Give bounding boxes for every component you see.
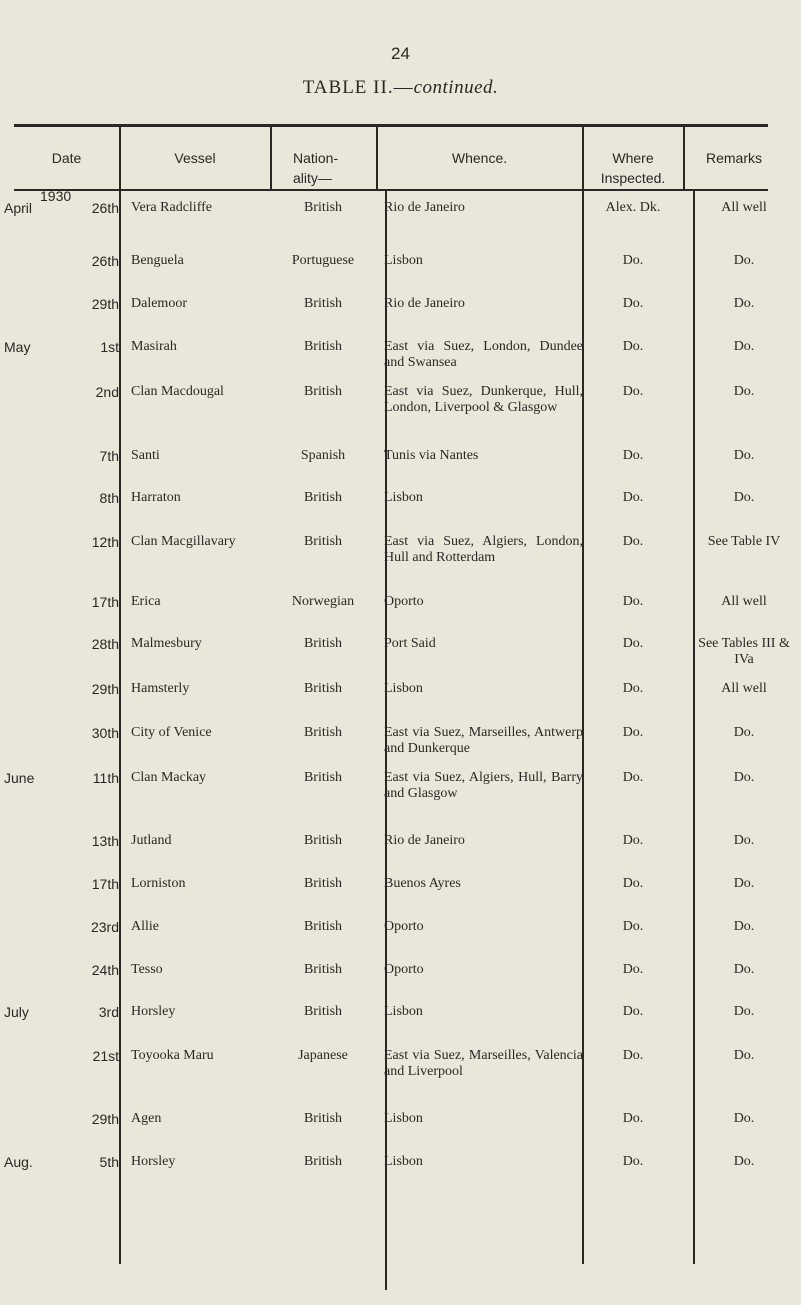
cell-nationality: Spanish <box>300 448 346 463</box>
cell-where: Do. <box>622 681 644 696</box>
cell-nationality: British <box>303 919 343 934</box>
cell-month: May <box>4 339 31 355</box>
cell-vessel: Harraton <box>131 490 181 505</box>
cell-remarks: See Tables III & IVa <box>698 636 790 667</box>
page-number: 24 <box>391 44 410 63</box>
cell-where: Do. <box>622 876 644 891</box>
cell-remarks: Do. <box>733 448 755 463</box>
cell-whence: Rio de Janeiro <box>384 296 465 311</box>
cell-day: 29th <box>91 681 119 697</box>
cell-nationality: British <box>303 636 343 651</box>
cell-month: April <box>4 200 33 216</box>
cell-whence: Lisbon <box>384 1154 423 1169</box>
cell-vessel: Dalemoor <box>131 296 187 311</box>
cell-vessel: Hamsterly <box>131 681 190 696</box>
header-vessel: Vessel <box>174 150 216 166</box>
cell-where: Alex. Dk. <box>605 200 661 215</box>
cell-whence: East via Suez, London, Dundee and Swansea <box>384 339 583 370</box>
cell-whence: Buenos Ayres <box>384 876 461 891</box>
cell-where: Do. <box>622 1111 644 1126</box>
header-where-inspected <box>583 148 683 188</box>
table-row <box>0 384 801 444</box>
cell-whence: Tunis via Nantes <box>384 448 479 463</box>
cell-day: 28th <box>91 636 119 652</box>
cell-remarks: Do. <box>733 1048 755 1063</box>
cell-where: Do. <box>622 770 644 785</box>
cell-where: Do. <box>622 1154 644 1169</box>
cell-remarks: Do. <box>733 384 755 399</box>
cell-whence: Oporto <box>384 919 424 934</box>
cell-vessel: Benguela <box>131 253 184 268</box>
cell-remarks: Do. <box>733 490 755 505</box>
cell-day: 7th <box>99 448 119 464</box>
cell-whence: East via Suez, Algiers, London, Hull and Rotterdam <box>384 534 583 565</box>
cell-where: Do. <box>622 339 644 354</box>
cell-nationality: Portuguese <box>291 253 355 268</box>
cell-whence: Lisbon <box>384 490 423 505</box>
cell-remarks: Do. <box>733 253 755 268</box>
cell-day: 5th <box>99 1154 119 1170</box>
cell-day: 24th <box>91 962 119 978</box>
table-row <box>0 1154 801 1214</box>
cell-nationality: British <box>303 876 343 891</box>
cell-vessel: Lorniston <box>131 876 186 891</box>
cell-vessel: Malmesbury <box>131 636 202 651</box>
cell-day: 2nd <box>95 384 119 400</box>
cell-month: June <box>4 770 35 786</box>
cell-day: 23rd <box>90 919 119 935</box>
cell-where: Do. <box>622 384 644 399</box>
cell-whence: East via Suez, Marseilles, Antwerp and Dunkerque <box>384 725 583 756</box>
cell-where: Do. <box>622 919 644 934</box>
cell-remarks: See Table IV <box>707 534 781 549</box>
header-bottom-rule <box>14 189 768 191</box>
cell-nationality: British <box>303 339 343 354</box>
table-title-main: TABLE II.— <box>302 77 414 98</box>
cell-day: 26th <box>91 200 119 216</box>
cell-where: Do. <box>622 296 644 311</box>
cell-day: 17th <box>91 876 119 892</box>
cell-remarks: Do. <box>733 1154 755 1169</box>
table-row <box>0 1048 801 1108</box>
cell-day: 26th <box>91 253 119 269</box>
cell-where: Do. <box>622 534 644 549</box>
cell-where: Do. <box>622 594 644 609</box>
cell-remarks: Do. <box>733 919 755 934</box>
cell-nationality: British <box>303 1154 343 1169</box>
cell-vessel: Tesso <box>131 962 163 977</box>
cell-remarks: Do. <box>733 725 755 740</box>
cell-remarks: Do. <box>733 1004 755 1019</box>
cell-where: Do. <box>622 1004 644 1019</box>
cell-vessel: Clan Mackay <box>131 770 207 785</box>
cell-nationality: Norwegian <box>291 594 355 609</box>
header-nationality-line2: ality— <box>293 170 332 186</box>
year-label: 1930 <box>40 188 72 204</box>
cell-month: July <box>4 1004 29 1020</box>
cell-remarks: Do. <box>733 296 755 311</box>
header-where-line1: Where <box>612 150 654 166</box>
cell-remarks: Do. <box>733 876 755 891</box>
cell-nationality: Japanese <box>298 1048 348 1063</box>
cell-nationality: British <box>303 725 343 740</box>
table-top-rule <box>14 124 768 127</box>
table-title <box>0 77 801 99</box>
cell-day: 21st <box>92 1048 119 1064</box>
table-row <box>0 770 801 830</box>
cell-remarks: Do. <box>733 1111 755 1126</box>
cell-day: 30th <box>91 725 119 741</box>
cell-remarks: Do. <box>733 770 755 785</box>
cell-vessel: Vera Radcliffe <box>131 200 212 215</box>
cell-where: Do. <box>622 253 644 268</box>
cell-where: Do. <box>622 833 644 848</box>
cell-whence: Oporto <box>384 594 424 609</box>
header-remarks: Remarks <box>705 150 762 166</box>
cell-day: 12th <box>91 534 119 550</box>
cell-day: 11th <box>92 770 119 786</box>
header-where-line2: Inspected. <box>600 170 666 186</box>
cell-whence: East via Suez, Marseilles, Valencia and Liverpool <box>384 1048 583 1079</box>
cell-day: 8th <box>99 490 119 506</box>
cell-whence: East via Suez, Dunkerque, Hull, London, Liverpool & Glasgow <box>384 384 583 415</box>
cell-day: 17th <box>91 594 119 610</box>
cell-nationality: British <box>303 1111 343 1126</box>
cell-vessel: Agen <box>131 1111 162 1126</box>
cell-remarks: Do. <box>733 833 755 848</box>
cell-where: Do. <box>622 636 644 651</box>
cell-whence: Lisbon <box>384 1111 423 1126</box>
cell-day: 29th <box>91 1111 119 1127</box>
cell-where: Do. <box>622 962 644 977</box>
cell-whence: Oporto <box>384 962 424 977</box>
cell-vessel: Allie <box>131 919 159 934</box>
cell-nationality: British <box>303 200 343 215</box>
cell-vessel: Clan Macgillavary <box>131 534 236 549</box>
header-whence: Whence. <box>451 150 508 166</box>
cell-where: Do. <box>622 490 644 505</box>
cell-whence: Lisbon <box>384 253 423 268</box>
cell-month: Aug. <box>4 1154 33 1170</box>
cell-vessel: Horsley <box>131 1154 176 1169</box>
cell-nationality: British <box>303 770 343 785</box>
cell-vessel: Toyooka Maru <box>131 1048 214 1063</box>
header-date: Date <box>51 150 82 166</box>
cell-where: Do. <box>622 725 644 740</box>
cell-day: 29th <box>91 296 119 312</box>
cell-remarks: Do. <box>733 962 755 977</box>
cell-where: Do. <box>622 448 644 463</box>
cell-nationality: British <box>303 490 343 505</box>
cell-nationality: British <box>303 1004 343 1019</box>
cell-nationality: British <box>303 962 343 977</box>
cell-whence: Rio de Janeiro <box>384 200 465 215</box>
cell-day: 13th <box>91 833 119 849</box>
cell-vessel: Horsley <box>131 1004 176 1019</box>
cell-whence: East via Suez, Algiers, Hull, Barry and Glasgow <box>384 770 583 801</box>
cell-remarks: All well <box>721 594 767 609</box>
header-nationality-line1: Nation- <box>293 150 339 166</box>
cell-day: 3rd <box>98 1004 119 1020</box>
cell-vessel: Masirah <box>131 339 177 354</box>
cell-remarks: Do. <box>733 339 755 354</box>
cell-day: 1st <box>100 339 119 355</box>
table-row <box>0 200 801 260</box>
cell-nationality: British <box>303 296 343 311</box>
cell-vessel: Santi <box>131 448 160 463</box>
cell-nationality: British <box>303 534 343 549</box>
table-row <box>0 534 801 594</box>
cell-remarks: All well <box>721 681 767 696</box>
cell-where: Do. <box>622 1048 644 1063</box>
cell-vessel: Erica <box>131 594 161 609</box>
cell-nationality: British <box>303 833 343 848</box>
cell-nationality: British <box>303 384 343 399</box>
header-nationality <box>271 148 376 188</box>
cell-whence: Port Said <box>384 636 436 651</box>
cell-remarks: All well <box>721 200 767 215</box>
cell-vessel: Clan Macdougal <box>131 384 224 399</box>
cell-vessel: Jutland <box>131 833 172 848</box>
cell-whence: Rio de Janeiro <box>384 833 465 848</box>
cell-whence: Lisbon <box>384 681 423 696</box>
cell-whence: Lisbon <box>384 1004 423 1019</box>
cell-nationality: British <box>303 681 343 696</box>
cell-vessel: City of Venice <box>131 725 212 740</box>
table-title-suffix: continued. <box>413 77 499 98</box>
